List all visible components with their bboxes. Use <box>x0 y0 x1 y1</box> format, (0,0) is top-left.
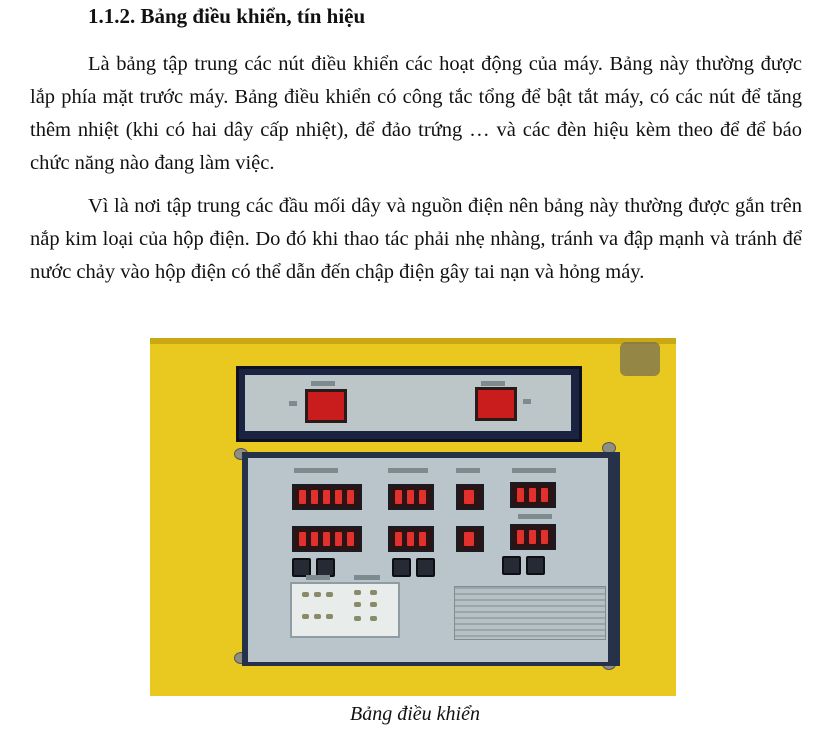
set-button-5[interactable] <box>502 556 521 575</box>
power-switch-left[interactable] <box>305 389 347 423</box>
display-label-5 <box>518 514 552 519</box>
status-display-1 <box>456 484 484 510</box>
display-label-3 <box>456 468 480 473</box>
toggle-switch[interactable] <box>314 592 321 597</box>
paragraph-1: Là bảng tập trung các nút điều khiển các hoạt động của máy. Bảng này thường được lắp phía mặt trước máy. Bảng điều khiển có công tắc tổng để bật tắt máy, có các nút để tăng thêm nhiệt (khi có hai dây cấp nhiệt), để đảo trứng … và các đèn hiệu kèm theo để để báo chức năng nào đang làm việc. <box>30 53 802 174</box>
toggle-switch[interactable] <box>302 614 309 619</box>
timer-display-2 <box>510 524 556 550</box>
display-label-1 <box>294 468 338 473</box>
display-label-2 <box>388 468 428 473</box>
main-switch-panel-face <box>245 375 571 431</box>
toggle-switch[interactable] <box>302 592 309 597</box>
switch-label-left <box>311 381 335 386</box>
toggle-switch[interactable] <box>354 616 361 621</box>
set-button-4[interactable] <box>416 558 435 577</box>
power-switch-right[interactable] <box>475 387 517 421</box>
section-heading: 1.1.2. Bảng điều khiển, tín hiệu <box>88 4 366 28</box>
humidity-display-1 <box>388 484 434 510</box>
toggle-switch[interactable] <box>370 602 377 607</box>
status-display-2 <box>456 526 484 552</box>
cabinet-edge-shadow <box>150 338 676 344</box>
set-button-6[interactable] <box>526 556 545 575</box>
switch-label-right <box>481 381 505 386</box>
temperature-display-2 <box>292 526 362 552</box>
cable-gland <box>620 342 660 376</box>
toggle-switch[interactable] <box>354 602 361 607</box>
toggle-switch[interactable] <box>354 590 361 595</box>
display-label-4 <box>512 468 556 473</box>
control-panel-photo <box>150 338 676 696</box>
toggle-switch[interactable] <box>370 590 377 595</box>
toggle-switch[interactable] <box>370 616 377 621</box>
controller-panel <box>242 452 620 666</box>
main-switch-panel <box>236 366 582 442</box>
figure-caption: Bảng điều khiển <box>350 703 480 725</box>
switch-mark-right <box>523 399 531 404</box>
toggle-switch[interactable] <box>326 592 333 597</box>
temperature-display-1 <box>292 484 362 510</box>
timer-display-1 <box>510 482 556 508</box>
controller-panel-face <box>248 458 608 662</box>
humidity-display-2 <box>388 526 434 552</box>
vent-grille <box>454 586 606 640</box>
toggle-switch[interactable] <box>326 614 333 619</box>
set-button-3[interactable] <box>392 558 411 577</box>
toggle-switch[interactable] <box>314 614 321 619</box>
switch-box <box>290 582 400 638</box>
switch-mark-left <box>289 401 297 406</box>
switch-box-label-2 <box>354 575 380 580</box>
switch-box-label-1 <box>306 575 330 580</box>
paragraph-2: Vì là nơi tập trung các đầu mối dây và nguồn điện nên bảng này thường được gắn trên nắp kim loại của hộp điện. Do đó khi thao tác phải nhẹ nhàng, tránh va đập mạnh và tránh để nước chảy vào hộp điện có thể dẫn đến chập điện gây tai nạn và hỏng máy. <box>30 195 802 283</box>
